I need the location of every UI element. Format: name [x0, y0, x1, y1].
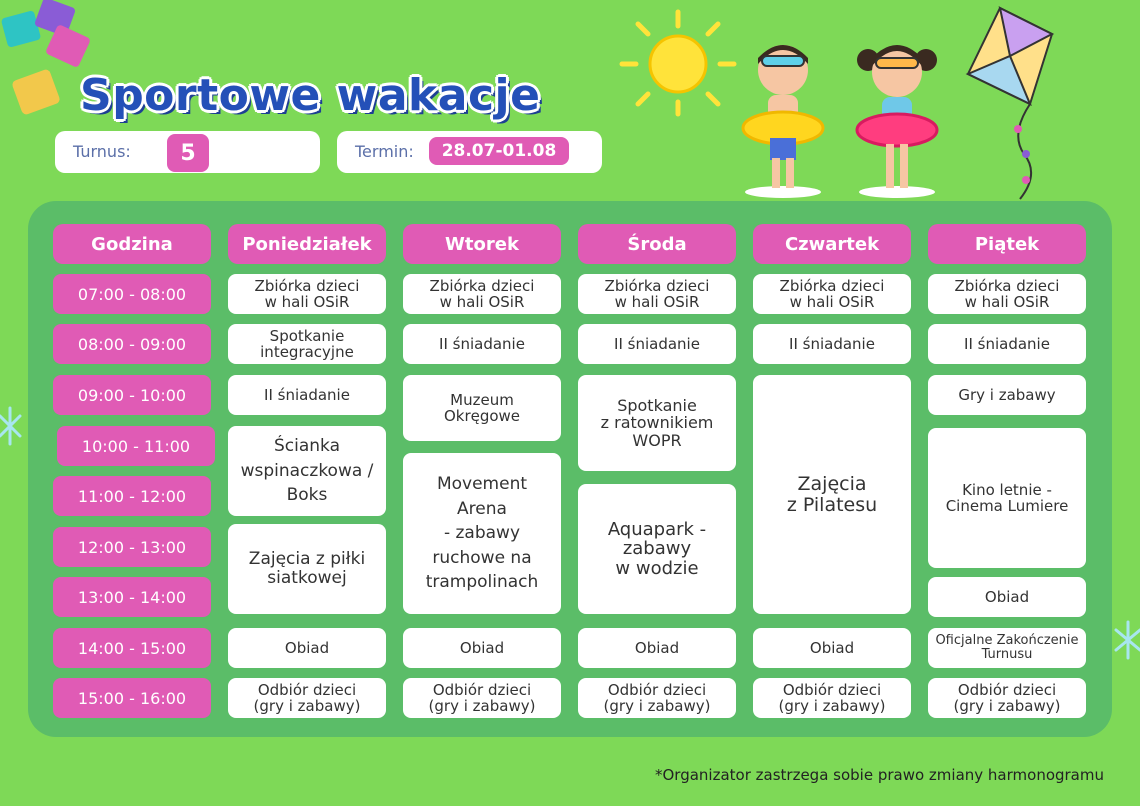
activity-cell-tue: Movement Arena - zabawy ruchowe na trampolinach [403, 453, 561, 614]
turnus-value: 5 [167, 134, 209, 172]
header-sroda: Środa [578, 224, 736, 264]
girl-with-swim-ring-illustration [850, 40, 945, 200]
termin-value: 28.07-01.08 [429, 137, 569, 165]
activity-cell-wed: Zbiórka dzieci w hali OSiR [578, 274, 736, 314]
time-slot: 09:00 - 10:00 [53, 375, 211, 415]
header-poniedzialek: Poniedziałek [228, 224, 386, 264]
activity-cell-thu: Zajęcia z Pilatesu [753, 375, 911, 614]
disclaimer-footnote: *Organizator zastrzega sobie prawo zmiany harmonogramu [654, 766, 1104, 784]
activity-cell-mon: II śniadanie [228, 375, 386, 415]
page-title: Sportowe wakacje [80, 70, 541, 121]
header-czwartek: Czwartek [753, 224, 911, 264]
activity-cell-tue: Obiad [403, 628, 561, 668]
termin-box [337, 131, 602, 173]
activity-cell-wed: Obiad [578, 628, 736, 668]
activity-cell-tue: Zbiórka dzieci w hali OSiR [403, 274, 561, 314]
activity-cell-thu: II śniadanie [753, 324, 911, 364]
header-piatek: Piątek [928, 224, 1086, 264]
time-slot: 14:00 - 15:00 [53, 628, 211, 668]
snowflake-decoration-right [1112, 620, 1140, 660]
boy-with-swim-ring-illustration [738, 40, 828, 200]
time-slot: 07:00 - 08:00 [53, 274, 211, 314]
activity-cell-wed: Odbiór dzieci (gry i zabawy) [578, 678, 736, 718]
activity-cell-thu: Obiad [753, 628, 911, 668]
activity-cell-mon: Spotkanie integracyjne [228, 324, 386, 364]
activity-cell-tue: II śniadanie [403, 324, 561, 364]
activity-cell-thu: Odbiór dzieci (gry i zabawy) [753, 678, 911, 718]
activity-cell-fri: II śniadanie [928, 324, 1086, 364]
kite-illustration [960, 4, 1060, 204]
time-slot: 15:00 - 16:00 [53, 678, 211, 718]
time-slot: 11:00 - 12:00 [53, 476, 211, 516]
activity-cell-wed: II śniadanie [578, 324, 736, 364]
turnus-box [55, 131, 320, 173]
activity-cell-wed: Spotkanie z ratownikiem WOPR [578, 375, 736, 471]
activity-cell-fri: Oficjalne Zakończenie Turnusu [928, 628, 1086, 668]
activity-cell-mon: Zajęcia z piłki siatkowej [228, 524, 386, 614]
header-godzina: Godzina [53, 224, 211, 264]
time-slot: 08:00 - 09:00 [53, 324, 211, 364]
sun-illustration [618, 8, 738, 118]
time-slot: 13:00 - 14:00 [53, 577, 211, 617]
activity-cell-tue: Odbiór dzieci (gry i zabawy) [403, 678, 561, 718]
activity-cell-thu: Zbiórka dzieci w hali OSiR [753, 274, 911, 314]
activity-cell-fri: Obiad [928, 577, 1086, 617]
activity-cell-mon: Ścianka wspinaczkowa / Boks [228, 426, 386, 516]
activity-cell-mon: Odbiór dzieci (gry i zabawy) [228, 678, 386, 718]
activity-cell-fri: Zbiórka dzieci w hali OSiR [928, 274, 1086, 314]
activity-cell-fri: Kino letnie - Cinema Lumiere [928, 428, 1086, 568]
activity-cell-fri: Odbiór dzieci (gry i zabawy) [928, 678, 1086, 718]
activity-cell-fri: Gry i zabawy [928, 375, 1086, 415]
activity-cell-tue: Muzeum Okręgowe [403, 375, 561, 441]
activity-cell-wed: Aquapark - zabawy w wodzie [578, 484, 736, 614]
snowflake-decoration-left [0, 406, 26, 446]
activity-cell-mon: Obiad [228, 628, 386, 668]
header-wtorek: Wtorek [403, 224, 561, 264]
time-slot: 12:00 - 13:00 [53, 527, 211, 567]
activity-cell-mon: Zbiórka dzieci w hali OSiR [228, 274, 386, 314]
turnus-label: Turnus: [73, 142, 131, 161]
termin-label: Termin: [355, 142, 414, 161]
time-slot: 10:00 - 11:00 [57, 426, 215, 466]
